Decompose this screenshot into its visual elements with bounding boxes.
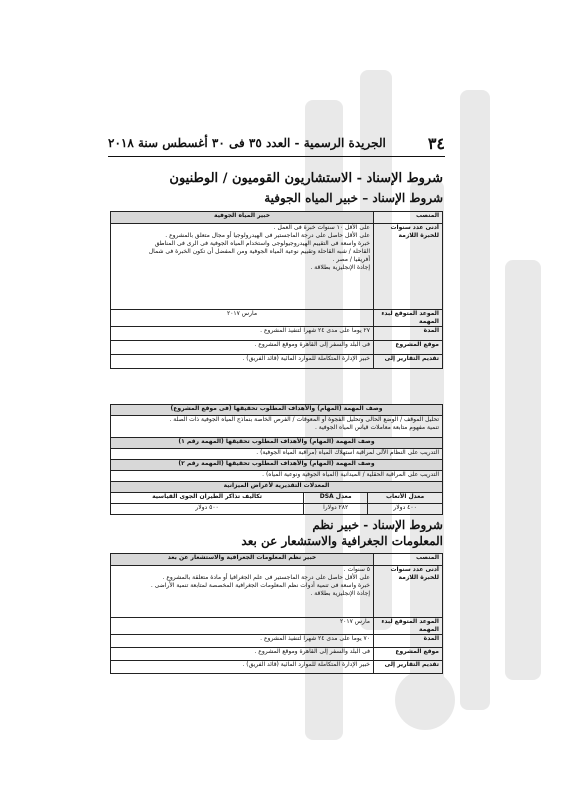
task1-header: وصف المهمة (المهام) والأهداف المطلوب تحقيقها (المهمة رقم ١) <box>111 438 443 449</box>
location-label: موقع المشروع <box>374 341 443 355</box>
experience-label: أدنى عدد سنوات للخبرة اللازمة <box>374 566 443 618</box>
rates-col-dsa: معدل DSA <box>304 493 368 504</box>
position-value: خبير نظم المعلومات الجغرافية والاستشعار عن بعد <box>111 554 374 566</box>
start-label: الموعد المتوقع لبدء المهمة <box>374 618 443 635</box>
reporting-value: خبير الإدارة المتكاملة للموارد المائية (قائد الفريق) . <box>111 355 374 369</box>
experience-line: ٥ سنوات . <box>343 566 370 573</box>
rates-value-dsa: ٢٨٢ دولارا <box>304 504 368 515</box>
table-row <box>111 635 443 648</box>
rates-header: المعدلات التقديرية لأغراض الميزانية <box>111 482 443 493</box>
reporting-value: خبير الإدارة المتكاملة للموارد المائية (قائد الفريق) . <box>111 661 374 674</box>
duration-label: المدة <box>374 635 443 648</box>
rates-col-airfare: تكاليف تذاكر الطيران الجوى القياسية <box>111 493 304 504</box>
reporting-label: تقديم التقارير إلى <box>374 661 443 674</box>
duration-label: المدة <box>374 327 443 341</box>
table-row <box>111 416 443 438</box>
location-label: موقع المشروع <box>374 648 443 661</box>
experience-line: القاحلة / شبه القاحلة وتقييم نوعية المياه الجوفية ومن المفضل أن تكون الخبرة فى شمال <box>148 248 370 255</box>
table-row <box>111 618 443 635</box>
tasks-description <box>111 416 443 438</box>
tasks-header: وصف المهمة (المهام) والأهداف المطلوب تحقيقها (فى موقع المشروع) <box>111 405 443 416</box>
table-row <box>111 493 443 504</box>
gazette-title: الجريدة الرسمية - العدد ٣٥ فى ٣٠ أغسطس سنة ٢٠١٨ <box>108 136 386 150</box>
experience-label: أدنى عدد سنوات للخبرة اللازمة <box>374 224 443 310</box>
reporting-label: تقديم التقارير إلى <box>374 355 443 369</box>
rates-value-airfare: ٥٠٠ دولار <box>111 504 304 515</box>
table-row <box>111 648 443 661</box>
gis-expert-table <box>110 553 443 674</box>
section2-subheading: المعلومات الجغرافية والاستشعار عن بعد <box>241 534 443 548</box>
table-row <box>111 224 443 310</box>
groundwater-expert-table <box>110 211 443 369</box>
location-value: فى البلد والسفر إلى القاهرة وموقع المشروع . <box>111 341 374 355</box>
duration-value: ٢٧ يوما على مدى ٢٤ شهرا لتنفيذ المشروع . <box>111 327 374 341</box>
table-row <box>111 471 443 482</box>
start-value: مارس ٢٠١٧ <box>111 310 374 327</box>
section1-heading: شروط الإسناد - الاستشاريون القوميون / الوطنيون <box>169 171 443 186</box>
table-row <box>111 355 443 369</box>
task-line: تنمية مفهوم متابعة معاملات قياس المياه الجوفية . <box>314 424 439 431</box>
experience-value <box>111 224 374 310</box>
task2-line: التدريب على المراقبة الحقلية / الميدانية (المياه الجوفية ونوعية المياه) . <box>111 471 443 482</box>
table-row <box>111 460 443 471</box>
table-row <box>111 310 443 327</box>
duration-value: ٧٠ يوما على مدى ٢٤ شهرا لتنفيذ المشروع . <box>111 635 374 648</box>
experience-line: على الأقل حاصل على درجة الماجستير فى الهيدرولوجيا أو مجال متعلق بالمشروع . <box>165 232 370 239</box>
task2-header: وصف المهمة (المهام) والأهداف المطلوب تحقيقها (المهمة رقم ٢) <box>111 460 443 471</box>
table-row <box>111 554 443 566</box>
experience-value <box>111 566 374 618</box>
header-rule <box>108 156 445 157</box>
location-value: فى البلد والسفر إلى القاهرة وموقع المشروع . <box>111 648 374 661</box>
section2-heading: شروط الإسناد - خبير نظم <box>312 518 443 532</box>
table-row <box>111 438 443 449</box>
table-row <box>111 341 443 355</box>
section1-subheading: شروط الإسناد – خبير المياه الجوفية <box>264 191 443 205</box>
experience-line: إجادة الإنجليزية بطلاقة . <box>310 264 370 271</box>
position-value: خبير المياه الجوفية <box>111 212 374 224</box>
experience-line: على الأقل حاصل على درجة الماجستير فى علم الجغرافيا أو مادة متعلقة بالمشروع . <box>162 574 370 581</box>
page-header <box>108 133 445 153</box>
experience-line: إجادة الإنجليزية بطلاقة . <box>310 590 370 597</box>
start-value: مارس ٢٠١٧ <box>111 618 374 635</box>
table-row <box>111 449 443 460</box>
tasks-table <box>110 404 443 515</box>
table-row <box>111 212 443 224</box>
position-label: المنصب <box>374 554 443 566</box>
task1-line: التدريب على النظام الآلى لمراقبة استهلاك المياه (مراقبة المياه الجوفية) . <box>111 449 443 460</box>
table-row <box>111 504 443 515</box>
page-number: ٣٤ <box>427 133 445 153</box>
experience-line: أفريقيا / مصر . <box>332 256 370 263</box>
table-row <box>111 482 443 493</box>
table-row <box>111 327 443 341</box>
table-row <box>111 661 443 674</box>
experience-line: على الأقل ١٠ سنوات خبرة فى العمل . <box>273 224 370 231</box>
experience-line: خبرة واسعة فى تنمية أدوات نظم المعلومات الجغرافية المخصصة لمتابعة تنمية الأراضى . <box>150 582 370 589</box>
task-line: تحليل الموقف / الوضع الحالى وتحليل الفجوة أو المعوقات / الفرص الخاصة بنماذج المياه الجوفية ذات الصلة . <box>169 416 439 423</box>
start-label: الموعد المتوقع لبدء المهمة <box>374 310 443 327</box>
experience-line: خبرة واسعة فى التقييم الهيدروجيولوجى واستخدام المياه الجوفية فى الرى فى المناطق <box>154 240 370 247</box>
rates-col-fee: معدل الأتعاب <box>368 493 443 504</box>
table-row <box>111 405 443 416</box>
position-label: المنصب <box>374 212 443 224</box>
table-row <box>111 566 443 618</box>
rates-value-fee: ٤٠٠ دولار <box>368 504 443 515</box>
